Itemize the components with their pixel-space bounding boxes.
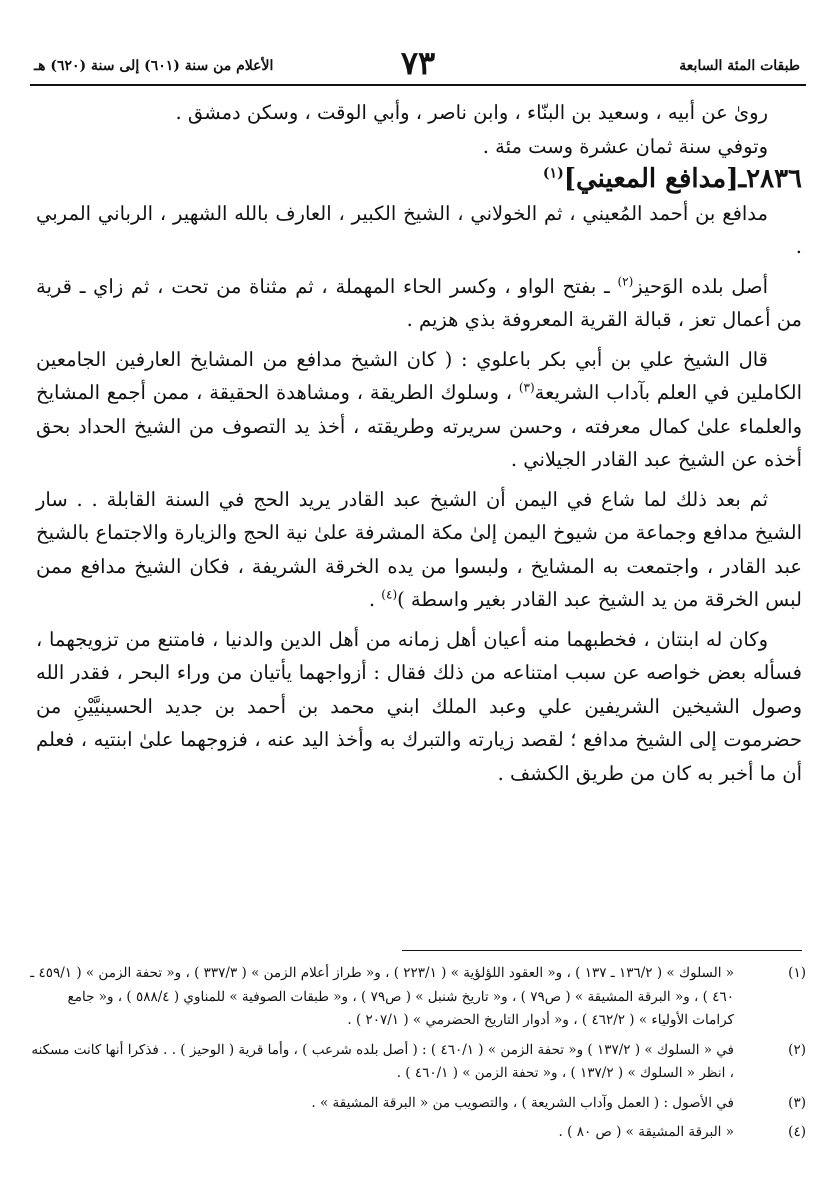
origin-text-a: أصل بلده الوَحيز	[633, 274, 769, 298]
main-text	[36, 96, 802, 790]
paragraph-origin	[36, 270, 802, 337]
footnote-number: (١)	[788, 965, 806, 981]
footnote-number: (٣)	[788, 1094, 806, 1111]
quote-text-b: ، وسلوك الطريقة ، ومشاهدة الحقيقة ، ممن أجمع المشايخ والعلماء علىٰ كمال معرفته ، وحسن سريرته وطريقته ، أخذ يد التصوف من الشيخ الحداد بحق أخذه عن الشيخ عبد القادر الجيلاني .	[36, 381, 802, 471]
paragraph-quote	[36, 343, 802, 477]
running-header	[30, 44, 806, 86]
footnote-text: « السلوك » ( ١٣٦/٢ ـ ١٣٧ ) ، و« العقود اللؤلؤية » ( ٢٢٣/١ ) ، و« طراز أعلام الزمن » ( ٣٣٧/٣ ) ، و« تحفة الزمن » ( ٤٥٩/١ ـ ٤٦٠ ) ، و« البرقة المشيقة » ( ص٧٩ ) ، و« تاريخ شنبل » ( ص٧٩ ) ، و« طبقات الصوفية » للمناوي ( ٥٨٨/٤ ) ، و« جامع كرامات الأولياء » ( ٤٦٢/٢ ) ، و« أدوار التاريخ الحضرمي » ( ٢٠٧/١ ) .	[30, 965, 734, 1028]
entry-title: [مدافع المعيني]	[563, 164, 739, 194]
footnote-text: « البرقة المشيقة » ( ص ٨٠ ) .	[558, 1124, 734, 1140]
header-section-title: طبقات المئة السابعة	[679, 58, 800, 74]
footnote-text: في « السلوك » ( ١٣٧/٢ ) و« تحفة الزمن » ( ٤٦٠/١ ) : ( أصل بلده شرعب ) ، وأما قرية ( الوحيز ) . . فذكرا أنها كانت مسكنه ، انظر « السلوك » ( ١٣٧/٢ ) ، و« تحفة الزمن » ( ٤٦٠/١ ) .	[31, 1041, 734, 1081]
intro-line-1: رویٰ عن أبيه ، وسعيد بن البنّاء ، وابن ناصر ، وأبي الوقت ، وسكن دمشق .	[175, 101, 768, 124]
entry-number: ٢٨٣٦ـ	[738, 164, 802, 194]
footnote-number: (٤)	[788, 1124, 806, 1140]
footnote-ref-4: (٤)	[381, 587, 398, 602]
footnote-1	[28, 962, 806, 1033]
entry-footnote-ref: (١)	[542, 165, 564, 182]
footnote-number: (٢)	[788, 1041, 806, 1058]
footnote-3	[28, 1092, 806, 1116]
footnote-divider	[402, 950, 802, 951]
page-number: ٧٣	[400, 44, 436, 82]
paragraph-lineage: مدافع بن أحمد المُعيني ، ثم الخولاني ، الشيخ الكبير ، العارف بالله الشهير ، الرباني المربي .	[36, 201, 802, 258]
footnotes	[28, 962, 806, 1145]
footnote-4	[28, 1121, 806, 1145]
hajj-text-b: .	[368, 588, 382, 611]
header-year-range: الأعلام من سنة (٦٠١) إلى سنة (٦٢٠) هـ	[34, 58, 274, 74]
intro-line-2: وتوفي سنة ثمان عشرة وست مئة .	[482, 134, 768, 158]
paragraph-daughters: وكان له ابنتان ، فخطبهما منه أعيان أهل زمانه من أهل الدين والدنيا ، فامتنع من تزويجهما ، فسأله بعض خواصه عن سبب امتناعه من ذلك فقال : أزواجهما يأتيان من وراء البحر ، فقدر الله وصول الشيخين الشريفين علي وعبد الملك ابني محمد بن أحمد بن جديد الحسينيَّيْنِ من حضرموت إلى الشيخ مدافع ؛ لقصد زيارته والتبرك به وأخذ اليد عنه ، فزوجهما علىٰ ابنتيه ، فعلم أن ما أخبر به كان من طريق الكشف .	[36, 627, 802, 785]
entry-heading	[36, 163, 802, 197]
paragraph-hajj	[36, 483, 802, 617]
footnote-text: في الأصول : ( العمل وآداب الشريعة ) ، والتصويب من « البرقة المشيقة » .	[311, 1094, 734, 1111]
quote-text-a: قال الشيخ علي بن أبي بكر باعلوي : ( كان الشيخ مدافع من المشايخ العارفين الجامعين الكاملين في العلم بآداب الشريعة	[36, 347, 802, 404]
hajj-text-a: ثم بعد ذلك لما شاع في اليمن أن الشيخ عبد القادر يريد الحج في السنة القابلة . . سار الشيخ مدافع وجماعة من شيوخ اليمن إلىٰ مكة المشرفة علىٰ نية الحج والزيارة والاجتماع بالشيخ عبد القادر ، واجتمعت به المشايخ ، ولبسوا من يده الخرقة الشريفة ، فكان الشيخ مدافع ممن لبس الخرقة من يد الشيخ عبد القادر بغير واسطة )	[36, 487, 802, 611]
origin-text-b: ـ بفتح الواو ، وكسر الحاء المهملة ، ثم مثناة من تحت ، ثم زاي ـ قرية من أعمال تعز ، قبالة القرية المعروفة بذي هزيم .	[36, 274, 802, 331]
footnote-ref-2: (٢)	[617, 274, 634, 288]
footnote-2	[28, 1039, 806, 1086]
footnote-ref-3: (٣)	[518, 380, 535, 395]
